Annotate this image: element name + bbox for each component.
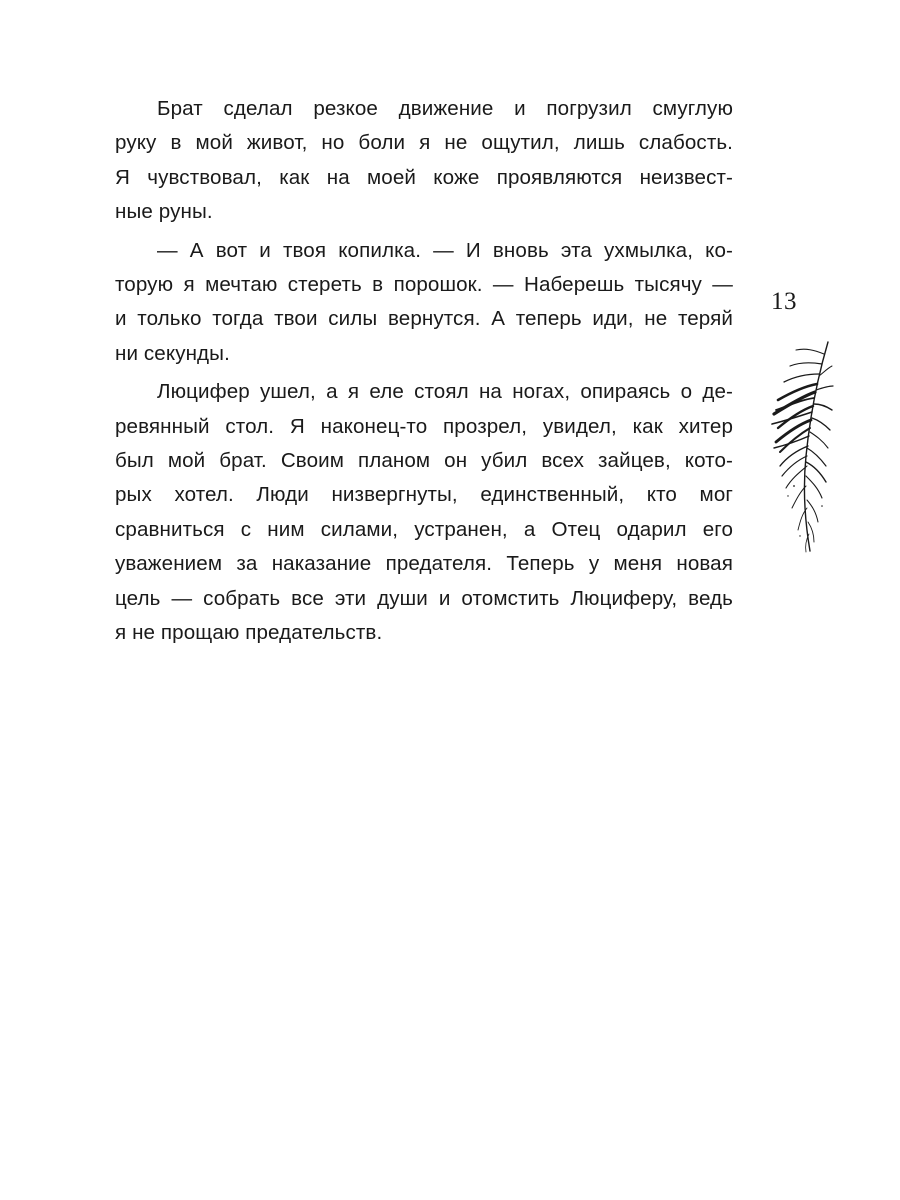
text-line: и только тогда твои силы вернутся. А теперь иди, не теряй <box>115 307 733 331</box>
paragraph-3 <box>115 375 733 650</box>
page-number: 13 <box>771 288 797 315</box>
text-line: — А вот и твоя копилка. — И вновь эта ухмылка, ко- <box>157 238 733 262</box>
text-line: уважением за наказание предателя. Теперь у меня новая <box>115 552 733 576</box>
feather-ornament-icon <box>770 336 834 558</box>
paragraph-1 <box>115 92 733 230</box>
body-text <box>115 92 733 651</box>
text-line: я не прощаю предательств. <box>115 621 383 645</box>
text-line: руку в мой живот, но боли я не ощутил, лишь слабость. <box>115 131 733 155</box>
text-line: ни секунды. <box>115 341 230 365</box>
text-line: ревянный стол. Я наконец-то прозрел, увидел, как хитер <box>115 414 733 438</box>
text-line: рых хотел. Люди низвергнуты, единственный, кто мог <box>115 483 733 507</box>
text-line: Я чувствовал, как на моей коже проявляются неизвест- <box>115 165 733 189</box>
text-line: Люцифер ушел, а я еле стоял на ногах, опираясь о де- <box>157 380 733 404</box>
text-line: сравниться с ним силами, устранен, а Отец одарил его <box>115 517 733 541</box>
text-line: ные руны. <box>115 200 213 224</box>
text-line: торую я мечтаю стереть в порошок. — Наберешь тысячу — <box>115 273 733 297</box>
paragraph-2 <box>115 234 733 372</box>
text-line: Брат сделал резкое движение и погрузил смуглую <box>157 97 733 120</box>
text-line: был мой брат. Своим планом он убил всех зайцев, кото- <box>115 449 733 473</box>
text-line: цель — собрать все эти души и отомстить Люциферу, ведь <box>115 586 733 610</box>
